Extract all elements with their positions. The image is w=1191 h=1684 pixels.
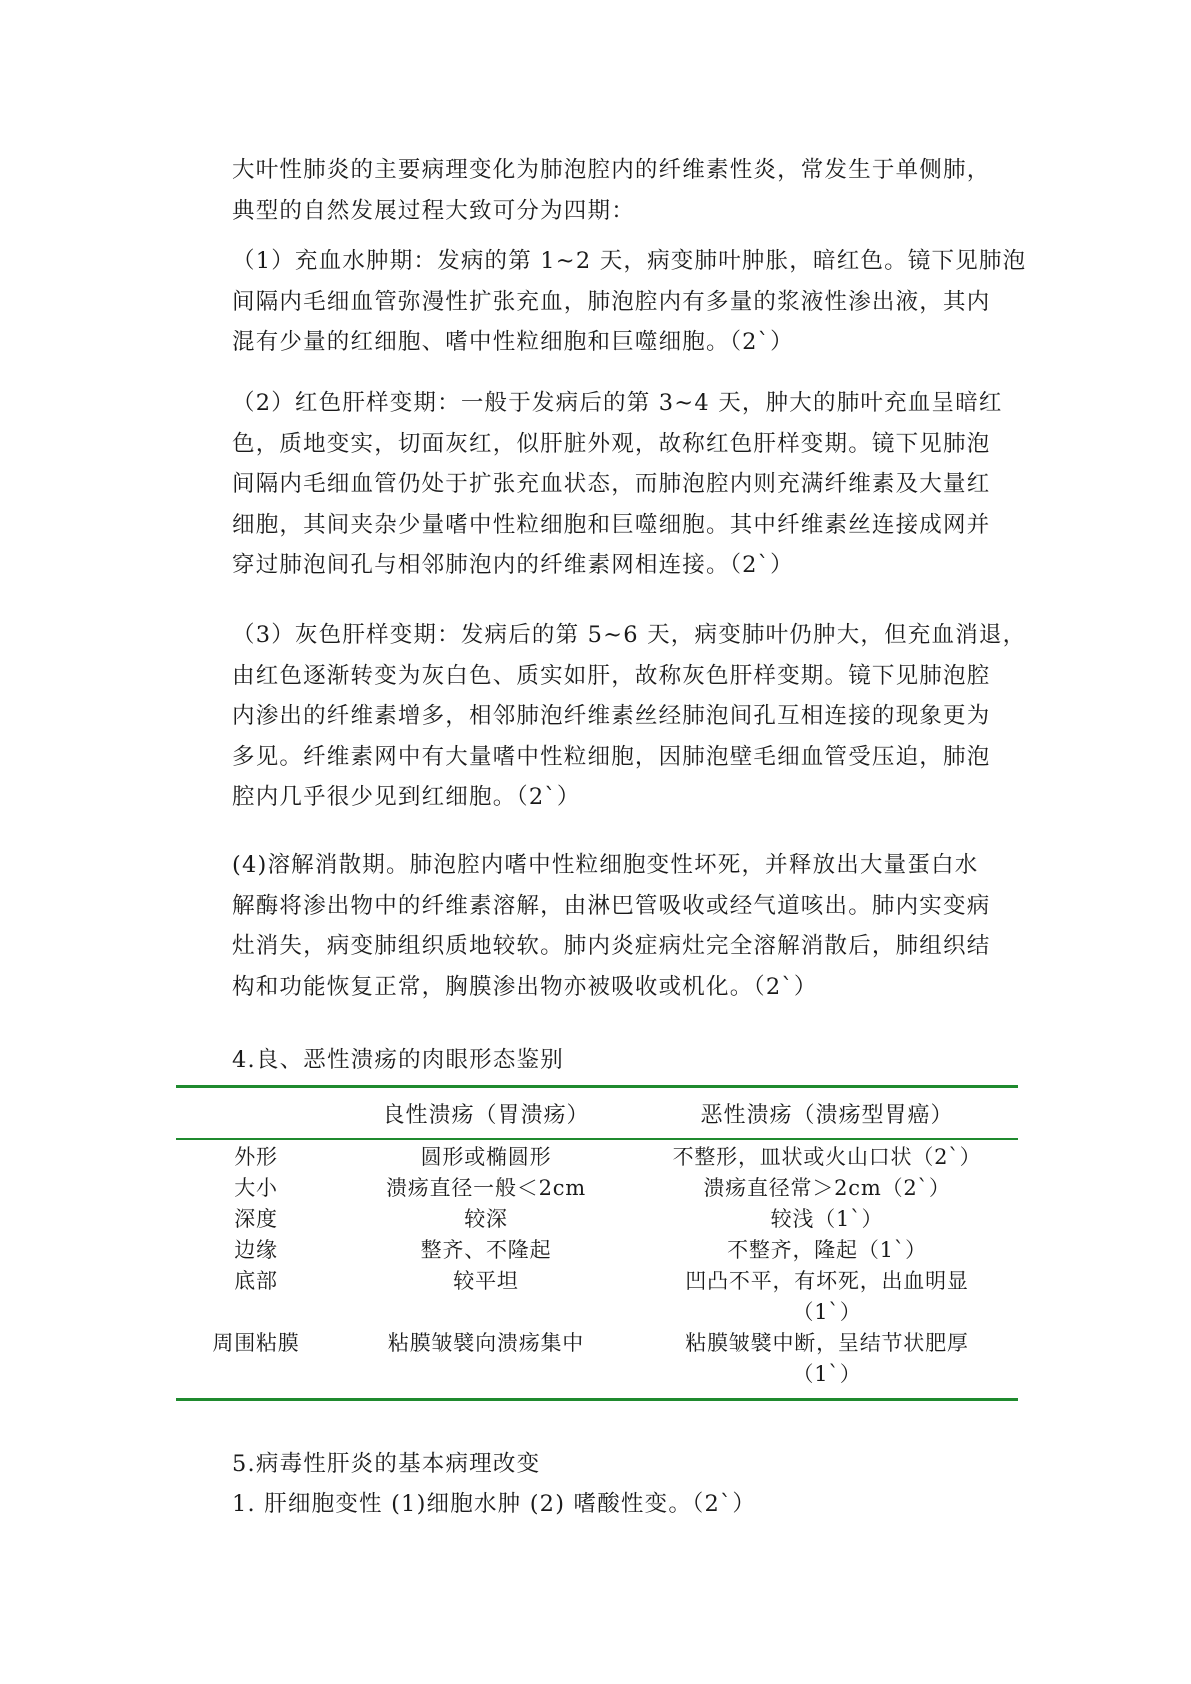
stage2-line: 间隔内毛细血管仍处于扩张充血状态，而肺泡腔内则充满纤维素及大量红 bbox=[232, 471, 991, 497]
header-cell: 恶性溃疡（溃疡型胃癌） bbox=[700, 1102, 954, 1128]
benign-cell: 粘膜皱襞向溃疡集中 bbox=[387, 1331, 585, 1355]
table-body bbox=[176, 1140, 1018, 1398]
intro-paragraph bbox=[232, 150, 1022, 231]
table-bottom-rule bbox=[176, 1398, 1018, 1401]
table-row bbox=[176, 1173, 1018, 1204]
stage2-line: 穿过肺泡间孔与相邻肺泡内的纤维素网相连接。（2`） bbox=[232, 552, 794, 578]
row-label-cell: 周围粘膜 bbox=[212, 1331, 300, 1355]
intro-line: 大叶性肺炎的主要病理变化为肺泡腔内的纤维素性炎，常发生于单侧肺， bbox=[232, 157, 991, 183]
table-row bbox=[176, 1204, 1018, 1235]
benign-cell: 较深 bbox=[464, 1207, 508, 1231]
table-row bbox=[176, 1235, 1018, 1266]
row-label-cell: 外形 bbox=[234, 1145, 278, 1169]
row-label-cell: 大小 bbox=[234, 1176, 278, 1200]
section4-title: 4.良、恶性溃疡的肉眼形态鉴别 bbox=[232, 1047, 564, 1073]
header-cell: 良性溃疡（胃溃疡） bbox=[382, 1102, 590, 1128]
stage3-line: 多见。纤维素网中有大量嗜中性粒细胞，因肺泡壁毛细血管受压迫，肺泡 bbox=[232, 743, 991, 770]
stage3-line: 由红色逐渐转变为灰白色、质实如肝，故称灰色肝样变期。镜下见肺泡腔 bbox=[232, 662, 991, 689]
malignant-cell: 较浅（1`） bbox=[770, 1207, 884, 1231]
benign-cell: 较平坦 bbox=[453, 1269, 519, 1293]
stage2-line: （2）红色肝样变期：一般于发病后的第 3~4 天，肿大的肺叶充血呈暗红 bbox=[232, 390, 1003, 416]
malignant-cell: 不整齐，隆起（1`） bbox=[727, 1238, 927, 1262]
benign-cell: 溃疡直径一般＜2cm bbox=[385, 1176, 587, 1200]
stage1-paragraph bbox=[232, 241, 1027, 363]
section5-title: 5.病毒性肝炎的基本病理改变 bbox=[232, 1451, 541, 1477]
row-label-cell: 深度 bbox=[234, 1207, 278, 1231]
stage3-line: 内渗出的纤维素增多，相邻肺泡纤维素丝经肺泡间孔互相连接的现象更为 bbox=[232, 703, 991, 729]
intro-line: 典型的自然发展过程大致可分为四期： bbox=[232, 197, 635, 224]
malignant-cell: 粘膜皱襞中断，呈结节状肥厚 （1`） bbox=[685, 1331, 969, 1386]
table-row bbox=[176, 1328, 1018, 1390]
section5-item1: 1. 肝细胞变性 (1)细胞水肿 (2) 嗜酸性变。（2`） bbox=[232, 1491, 757, 1517]
stage3-line: 腔内几乎很少见到红细胞。（2`） bbox=[232, 784, 581, 810]
table-header-row bbox=[176, 1088, 1018, 1138]
stage2-paragraph bbox=[232, 383, 1022, 586]
stage3-paragraph bbox=[232, 615, 1027, 818]
stage2-line: 色，质地变实，切面灰红，似肝脏外观，故称红色肝样变期。镜下见肺泡 bbox=[232, 430, 991, 457]
stage4-line: 灶消失，病变肺组织质地较软。肺内炎症病灶完全溶解消散后，肺组织结 bbox=[232, 933, 991, 959]
ulcer-comparison-table bbox=[176, 1085, 1018, 1401]
stage2-line: 细胞，其间夹杂少量嗜中性粒细胞和巨噬细胞。其中纤维素丝连接成网并 bbox=[232, 511, 991, 538]
row-label-cell: 边缘 bbox=[234, 1238, 278, 1262]
stage4-line: (4)溶解消散期。肺泡腔内嗜中性粒细胞变性坏死，并释放出大量蛋白水 bbox=[232, 852, 979, 878]
stage4-line: 解酶将渗出物中的纤维素溶解，由淋巴管吸收或经气道咳出。肺内实变病 bbox=[232, 892, 991, 919]
stage1-line: （1）充血水肿期：发病的第 1~2 天，病变肺叶肿胀，暗红色。镜下见肺泡 bbox=[232, 248, 1027, 274]
stage1-line: 间隔内毛细血管弥漫性扩张充血，肺泡腔内有多量的浆液性渗出液，其内 bbox=[232, 288, 991, 315]
malignant-cell: 不整形，皿状或火山口状（2`） bbox=[672, 1145, 982, 1169]
benign-cell: 圆形或椭圆形 bbox=[420, 1145, 552, 1169]
malignant-cell: 凹凸不平，有坏死，出血明显 （1`） bbox=[685, 1269, 969, 1324]
row-label-cell: 底部 bbox=[234, 1269, 278, 1293]
stage4-line: 构和功能恢复正常，胸膜渗出物亦被吸收或机化。（2`） bbox=[232, 973, 818, 1000]
stage4-paragraph bbox=[232, 845, 1022, 1007]
table-row bbox=[176, 1142, 1018, 1173]
stage1-line: 混有少量的红细胞、嗜中性粒细胞和巨噬细胞。（2`） bbox=[232, 329, 794, 355]
malignant-cell: 溃疡直径常＞2cm（2`） bbox=[703, 1176, 951, 1200]
benign-cell: 整齐、不隆起 bbox=[420, 1238, 552, 1262]
table-row bbox=[176, 1266, 1018, 1328]
stage3-line: （3）灰色肝样变期：发病后的第 5~6 天，病变肺叶仍肿大，但充血消退， bbox=[232, 622, 1027, 648]
